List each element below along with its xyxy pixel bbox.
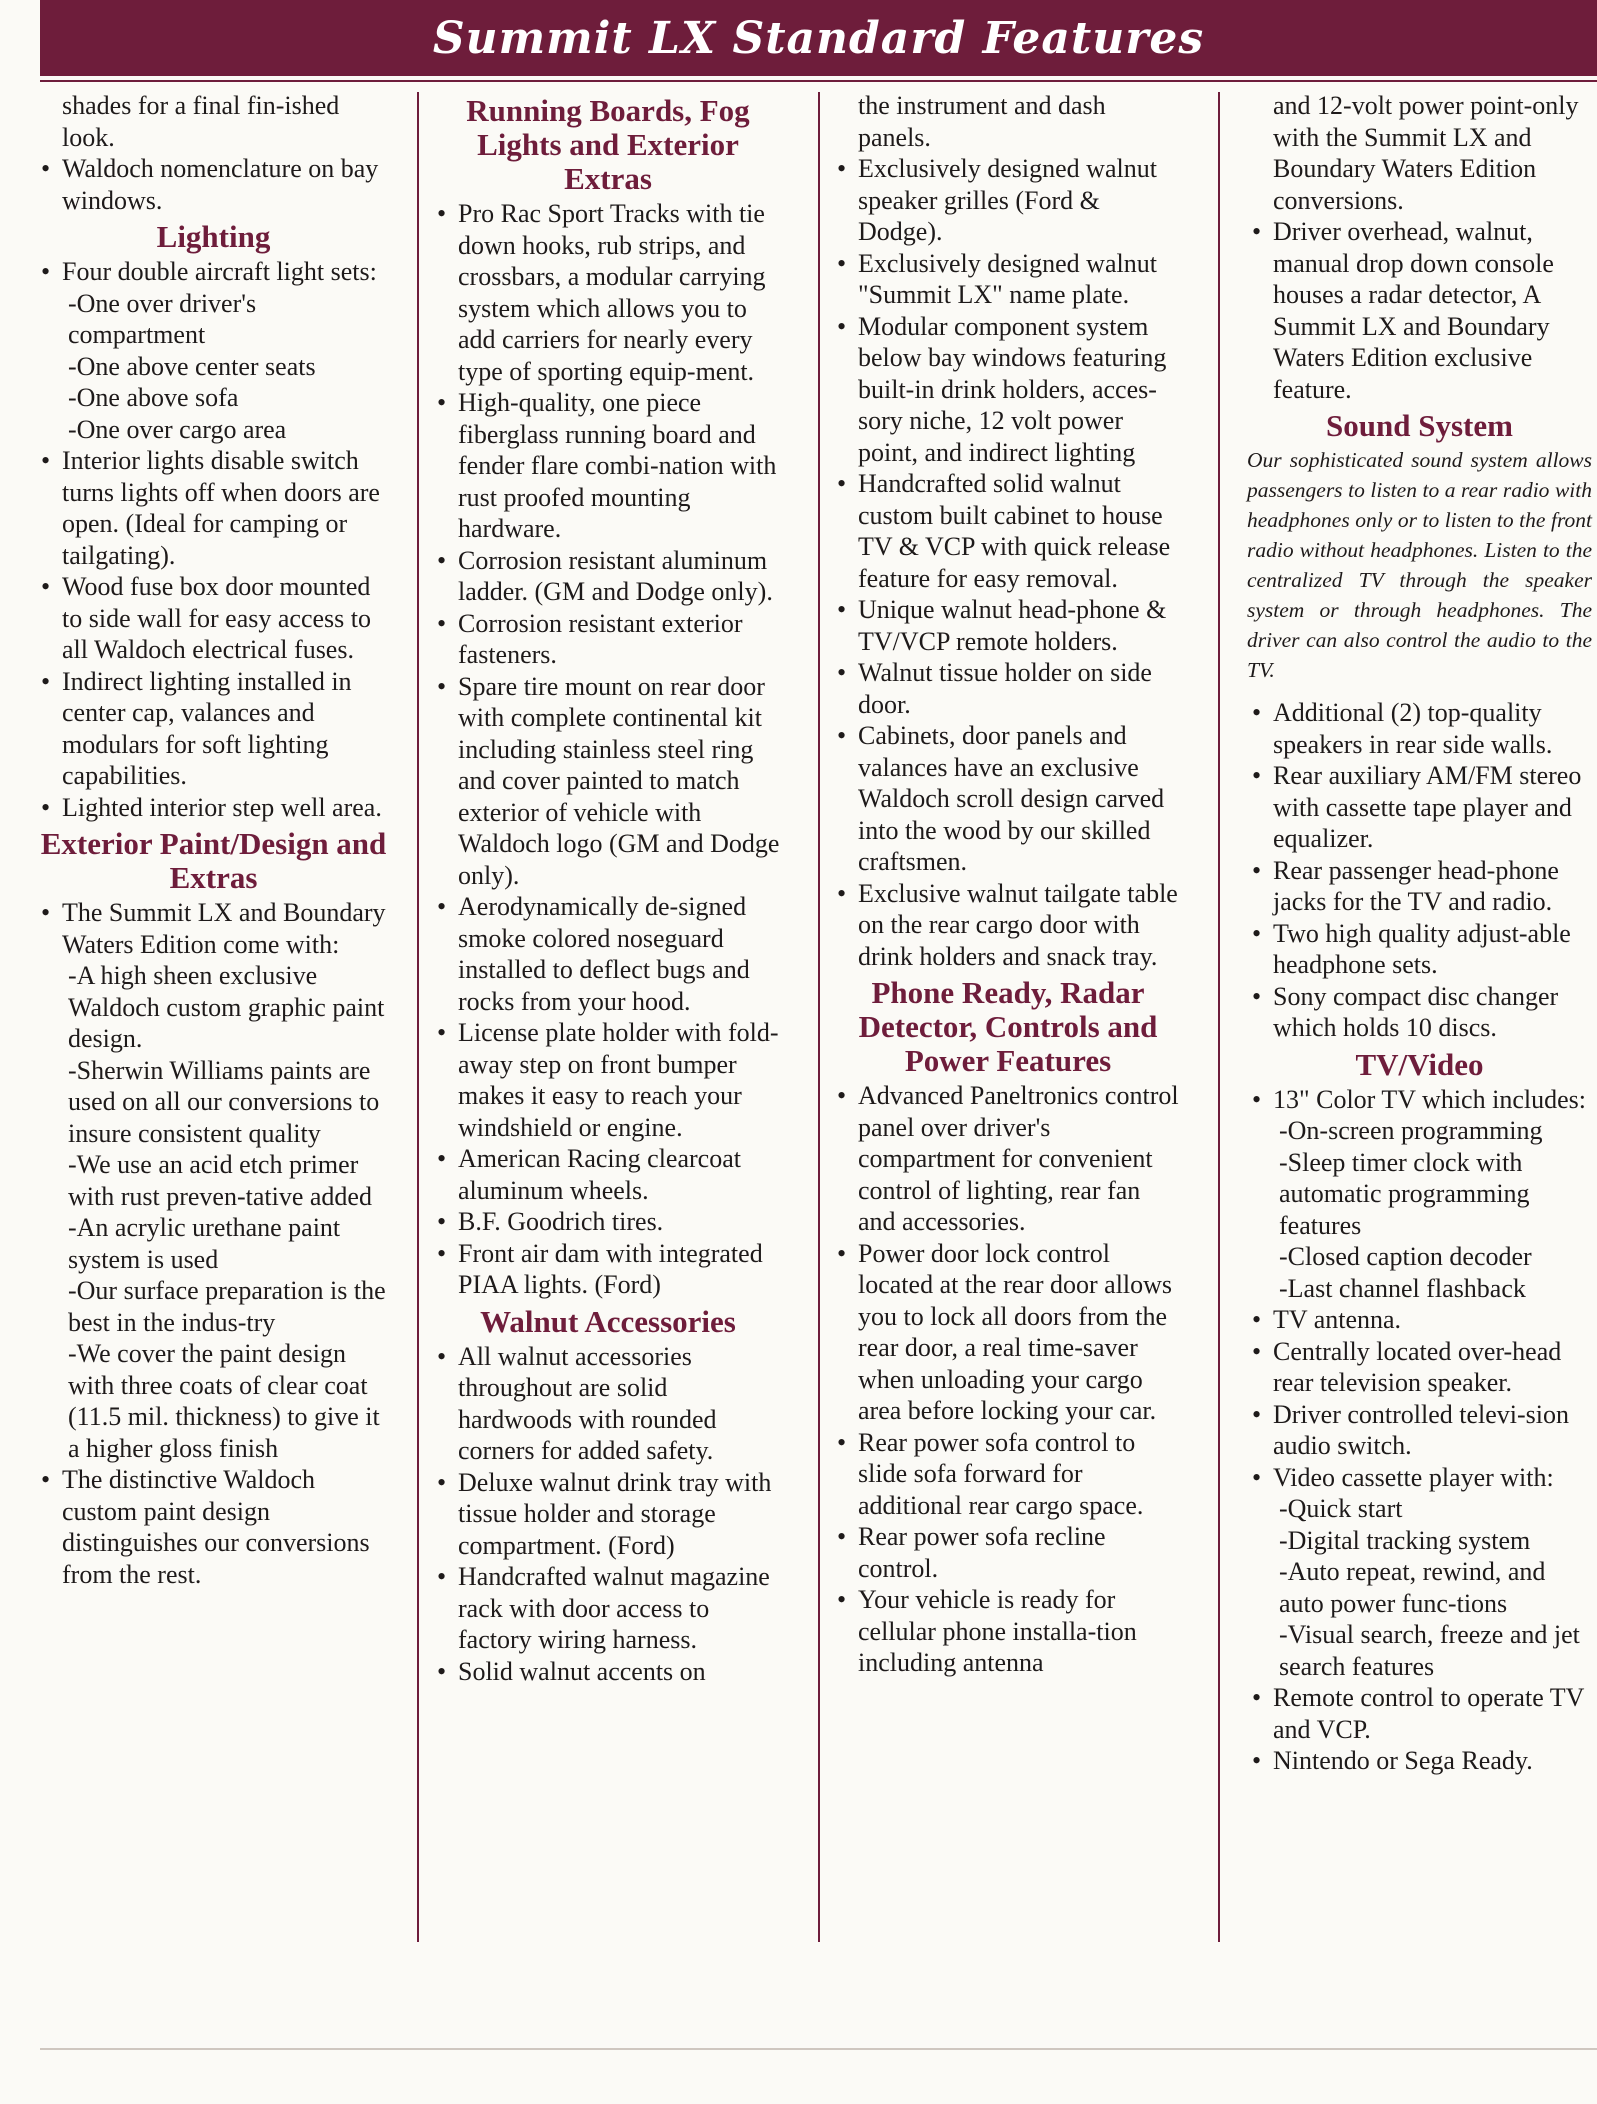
feature-text: Interior lights disable switch turns lights off when doors are open. (Ideal for camping or tailgating). xyxy=(62,446,380,570)
feature-item xyxy=(832,878,1184,973)
feature-subitem: -One above sofa xyxy=(68,383,239,412)
section-intro: Our sophisticated sound system allows passengers to listen to a rear radio with headphones only or to listen to the front radio without headphones. Listen to the centralized TV through the speaker system or through headphones. The driver can also control the audio to the TV. xyxy=(1247,448,1592,682)
column-divider xyxy=(1218,92,1220,1942)
feature-text: Rear power sofa control to slide sofa forward for additional rear cargo space. xyxy=(858,1427,1144,1520)
feature-item xyxy=(36,897,391,1464)
feature-item xyxy=(832,468,1184,594)
feature-text: the instrument and dash panels. xyxy=(858,91,1106,152)
feature-text: Two high quality adjust-able headphone sets. xyxy=(1273,918,1571,979)
feature-item xyxy=(832,153,1184,248)
section-tv-video xyxy=(1247,1048,1592,1777)
feature-text: Sony compact disc changer which holds 10 discs. xyxy=(1273,981,1559,1042)
feature-text: and 12-volt power point-only with the Summit LX and Boundary Waters Edition conversions. xyxy=(1273,91,1579,215)
feature-text: Power door lock control located at the rear door allows you to lock all doors from the rear door, a real time-saver when unloading your cargo area before locking your car. xyxy=(858,1238,1173,1425)
feature-text: Spare tire mount on rear door with complete continental kit including stainless steel ring and cover painted to match exterior of vehicle with Waldoch logo (GM and Dodge only). xyxy=(458,671,780,890)
feature-text: High-quality, one piece fiberglass running board and fender flare combi-nation with rust proofed mounting hardware. xyxy=(458,388,777,543)
feature-item xyxy=(1247,981,1592,1044)
section-continued xyxy=(36,90,391,216)
feature-subitem: -Sherwin Williams paints are used on all our conversions to insure consistent quality xyxy=(68,1055,380,1148)
feature-item xyxy=(832,1427,1184,1522)
feature-subitem: -Closed caption decoder xyxy=(1279,1242,1532,1271)
feature-item xyxy=(36,792,391,824)
feature-text: Exclusively designed walnut speaker grilles (Ford & Dodge). xyxy=(858,154,1157,246)
feature-text: Front air dam with integrated PIAA lights. (Ford) xyxy=(458,1238,763,1299)
feature-item xyxy=(832,1238,1184,1427)
feature-text: Cabinets, door panels and valances have an exclusive Waldoch scroll design carved into the wood by our skilled craftsmen. xyxy=(858,721,1165,876)
feature-list xyxy=(36,256,391,823)
feature-text: Advanced Paneltronics control panel over driver's compartment for convenient control of lighting, rear fan and accessories. xyxy=(858,1081,1179,1236)
banner-divider xyxy=(40,80,1597,82)
section-running-boards-fog-lights-and-exterior-extras xyxy=(432,94,784,1301)
feature-subitem: -Our surface preparation is the best in the indus-try xyxy=(68,1276,386,1337)
feature-list xyxy=(432,198,784,1301)
feature-text: The distinctive Waldoch custom paint design distinguishes our conversions from the rest. xyxy=(62,1465,370,1589)
feature-item xyxy=(1247,697,1592,760)
feature-text: Rear power sofa recline control. xyxy=(858,1522,1106,1583)
feature-subitem: -We cover the paint design with three coats of clear coat (11.5 mil. thickness) to give it a higher gloss finish xyxy=(68,1339,380,1463)
feature-text: Lighted interior step well area. xyxy=(62,792,382,822)
feature-text: shades for a final fin-ished look. xyxy=(62,91,340,152)
feature-text: Four double aircraft light sets: xyxy=(62,257,377,286)
feature-item xyxy=(832,594,1184,657)
section-heading: Exterior Paint/Design and Extras xyxy=(40,826,387,895)
feature-text: All walnut accessories throughout are solid hardwoods with rounded corners for added safety. xyxy=(458,1341,717,1465)
feature-item xyxy=(1247,918,1592,981)
feature-text: Solid walnut accents on xyxy=(458,1656,706,1686)
feature-item xyxy=(432,671,784,892)
feature-text: The Summit LX and Boundary Waters Edition come with: xyxy=(62,898,386,959)
bottom-divider xyxy=(40,2048,1597,2050)
feature-text: Handcrafted walnut magazine rack with door access to factory wiring harness. xyxy=(458,1562,770,1654)
section-phone-ready-radar-detector-controls-and-power-features xyxy=(832,976,1184,1679)
feature-text: Centrally located over-head rear television speaker. xyxy=(1273,1336,1562,1397)
section-continued xyxy=(1247,90,1592,405)
section-continued xyxy=(832,90,1184,972)
feature-item xyxy=(832,311,1184,469)
feature-subitem: -An acrylic urethane paint system is used xyxy=(68,1213,341,1274)
feature-item xyxy=(1247,760,1592,855)
section-heading: TV/Video xyxy=(1355,1046,1484,1082)
feature-subitem: -A high sheen exclusive Waldoch custom graphic paint design. xyxy=(68,961,385,1053)
feature-item xyxy=(36,571,391,666)
feature-subitem: -We use an acid etch primer with rust preven-tative added xyxy=(68,1150,372,1211)
feature-text: Aerodynamically de-signed smoke colored noseguard installed to deflect bugs and rocks from your hood. xyxy=(458,892,750,1016)
feature-item xyxy=(432,545,784,608)
feature-list xyxy=(36,897,391,1590)
section-heading: Phone Ready, Radar Detector, Controls and Power Features xyxy=(858,975,1158,1078)
feature-item xyxy=(432,1017,784,1143)
feature-text: Your vehicle is ready for cellular phone installa-tion including antenna xyxy=(858,1585,1137,1677)
column-4 xyxy=(1247,90,1592,2030)
feature-list xyxy=(832,1080,1184,1679)
feature-text: Exclusively designed walnut "Summit LX" name plate. xyxy=(858,248,1157,309)
feature-text: Waldoch nomenclature on bay windows. xyxy=(62,154,379,215)
feature-item xyxy=(432,1238,784,1301)
feature-text: Additional (2) top-quality speakers in rear side walls. xyxy=(1273,698,1553,759)
feature-item xyxy=(1247,1336,1592,1399)
feature-subitem: -One over cargo area xyxy=(68,414,287,444)
section-heading: Sound System xyxy=(1326,408,1513,443)
feature-text: 13" Color TV which includes: xyxy=(1273,1084,1586,1114)
feature-item xyxy=(1247,1745,1592,1777)
feature-subitem: -On-screen programming xyxy=(1279,1116,1543,1145)
feature-text: Driver controlled televi-sion audio switch. xyxy=(1273,1399,1570,1460)
column-2 xyxy=(432,90,784,2030)
section-lighting xyxy=(36,220,391,823)
feature-list xyxy=(832,90,1184,972)
page-title: Summit LX Standard Features xyxy=(432,12,1205,64)
feature-list xyxy=(1247,1084,1592,1777)
column-divider xyxy=(417,92,419,1942)
column-divider xyxy=(818,92,820,1942)
column-1 xyxy=(36,90,391,2030)
feature-item xyxy=(432,891,784,1017)
feature-text: Rear auxiliary AM/FM stereo with cassette tape player and equalizer. xyxy=(1273,761,1582,853)
feature-list xyxy=(432,1341,784,1688)
section-exterior-paint-design-and-extras xyxy=(36,827,391,1590)
feature-item xyxy=(36,256,391,445)
section-heading: Running Boards, Fog Lights and Exterior Extras xyxy=(466,93,750,196)
feature-item xyxy=(832,1080,1184,1238)
section-walnut-accessories xyxy=(432,1305,784,1688)
feature-text: Deluxe walnut drink tray with tissue holder and storage compartment. (Ford) xyxy=(458,1467,772,1560)
feature-text: Corrosion resistant aluminum ladder. (GM and Dodge only). xyxy=(458,545,773,606)
feature-text: Handcrafted solid walnut custom built cabinet to house TV & VCP with quick release feature for easy removal. xyxy=(858,469,1171,593)
feature-item xyxy=(432,1656,784,1688)
feature-item xyxy=(1247,1682,1592,1745)
section-heading: Walnut Accessories xyxy=(480,1303,736,1339)
feature-item xyxy=(432,1143,784,1206)
feature-text: Corrosion resistant exterior fasteners. xyxy=(458,608,743,669)
feature-item xyxy=(1247,1462,1592,1683)
feature-subitem: -Visual search, freeze and jet search features xyxy=(1279,1620,1580,1681)
feature-item xyxy=(36,90,391,153)
feature-subitem: -Digital tracking system xyxy=(1279,1525,1531,1555)
feature-item xyxy=(432,1206,784,1238)
feature-text: Video cassette player with: xyxy=(1273,1462,1554,1492)
section-sound-system xyxy=(1247,409,1592,1044)
feature-subitem: -Last channel flashback xyxy=(1279,1273,1526,1303)
feature-text: Exclusive walnut tailgate table on the rear cargo door with drink holders and snack tray. xyxy=(858,878,1178,971)
feature-item xyxy=(832,248,1184,311)
feature-item xyxy=(1247,216,1592,405)
feature-item xyxy=(1247,1084,1592,1305)
feature-item xyxy=(832,720,1184,878)
feature-text: Modular component system below bay windows featuring built-in drink holders, acces-sory niche, 12 volt power point, and indirect lighting xyxy=(858,311,1167,467)
feature-text: Walnut tissue holder on side door. xyxy=(858,658,1152,719)
feature-item xyxy=(36,1464,391,1590)
feature-item xyxy=(432,198,784,387)
feature-item xyxy=(832,1521,1184,1584)
feature-item xyxy=(432,1467,784,1562)
feature-text: Remote control to operate TV and VCP. xyxy=(1273,1683,1584,1744)
feature-text: American Racing clearcoat aluminum wheels. xyxy=(458,1144,741,1205)
title-banner xyxy=(40,0,1597,76)
feature-text: TV antenna. xyxy=(1273,1305,1402,1334)
column-3 xyxy=(832,90,1184,2030)
feature-text: Pro Rac Sport Tracks with tie down hooks, rub strips, and crossbars, a modular carrying system which allows you to add carriers for nearly every type of sporting equip-ment. xyxy=(458,199,766,386)
feature-item xyxy=(36,445,391,571)
feature-text: Wood fuse box door mounted to side wall for easy access to all Waldoch electrical fuses. xyxy=(62,572,372,664)
feature-text: Driver overhead, walnut, manual drop down console houses a radar detector, A Summit LX and Boundary Waters Edition exclusive feature. xyxy=(1273,217,1554,404)
feature-item xyxy=(432,1561,784,1656)
feature-text: Unique walnut head-phone & TV/VCP remote holders. xyxy=(858,595,1167,656)
feature-item xyxy=(1247,1399,1592,1462)
feature-item xyxy=(36,666,391,792)
feature-item xyxy=(832,657,1184,720)
feature-item xyxy=(1247,90,1592,216)
feature-subitem: -Quick start xyxy=(1279,1494,1403,1523)
section-heading: Lighting xyxy=(156,219,271,254)
feature-list xyxy=(36,90,391,216)
feature-text: B.F. Goodrich tires. xyxy=(458,1207,664,1236)
feature-text: License plate holder with fold-away step on front bumper makes it easy to reach your windshield or engine. xyxy=(458,1018,779,1142)
feature-subitem: -Auto repeat, rewind, and auto power func-tions xyxy=(1279,1557,1546,1618)
feature-item xyxy=(432,608,784,671)
feature-item xyxy=(1247,1304,1592,1336)
feature-item xyxy=(1247,855,1592,918)
feature-item xyxy=(832,1584,1184,1679)
feature-text: Nintendo or Sega Ready. xyxy=(1273,1746,1533,1775)
feature-subitem: -One above center seats xyxy=(68,351,316,381)
feature-subitem: -One over driver's compartment xyxy=(68,288,257,349)
feature-item xyxy=(432,1341,784,1467)
feature-item xyxy=(36,153,391,216)
feature-text: Indirect lighting installed in center cap, valances and modulars for soft lighting capabilities. xyxy=(62,666,352,790)
feature-item xyxy=(832,90,1184,153)
feature-text: Rear passenger head-phone jacks for the TV and radio. xyxy=(1273,855,1559,916)
feature-item xyxy=(432,387,784,545)
feature-list xyxy=(1247,90,1592,405)
feature-subitem: -Sleep timer clock with automatic programming features xyxy=(1279,1147,1530,1240)
feature-list xyxy=(1247,697,1592,1044)
